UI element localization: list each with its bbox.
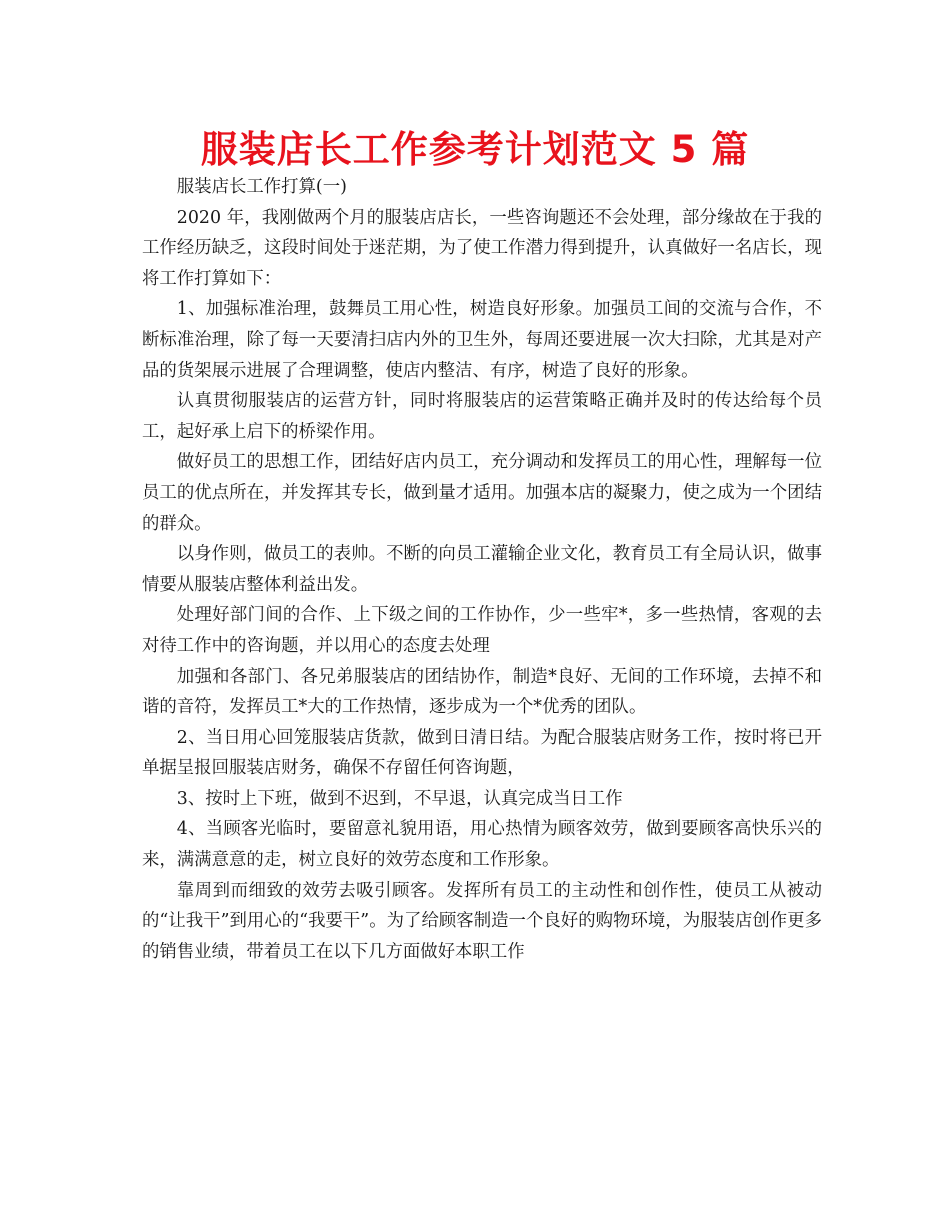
paragraph: 4、当顾客光临时，要留意礼貌用语，用心热情为顾客效劳，做到要顾客高快乐兴的来，满满意意的走，树立良好的效劳态度和工作形象。	[142, 819, 822, 871]
document-title: 服装店长工作参考计划范文 5 篇	[200, 128, 750, 171]
paragraph: 服装店长工作打算(一)	[176, 177, 347, 197]
paragraph: 2、当日用心回笼服装店货款，做到日清日结。为配合服装店财务工作，按时将已开单据呈报回服装店财务，确保不存留任何咨询题，	[142, 727, 822, 779]
paragraph: 1、加强标准治理，鼓舞员工用心性，树造良好形象。加强员工间的交流与合作，不断标准治理，除了每一天要清扫店内外的卫生外，每周还要进展一次大扫除，尤其是对产品的货架展示进展了合理调整，使店内整洁、有序，树造了良好的形象。	[142, 299, 822, 381]
paragraph: 2020 年，我刚做两个月的服装店店长，一些咨询题还不会处理，部分缘故在于我的工作经历缺乏，这段时间处于迷茫期，为了使工作潜力得到提升，认真做好一名店长，现将工作打算如下：	[142, 207, 822, 289]
paragraph: 以身作则，做员工的表帅。不断的向员工灌输企业文化，教育员工有全局认识，做事情要从服装店整体利益出发。	[142, 544, 822, 595]
document-body	[142, 172, 822, 967]
paragraph: 3、按时上下班，做到不迟到，不早退，认真完成当日工作	[176, 788, 623, 809]
paragraph: 处理好部门间的合作、上下级之间的工作协作，少一些牢*，多一些热情，客观的去对待工作中的咨询题，并以用心的态度去处理	[142, 605, 822, 656]
paragraph: 加强和各部门、各兄弟服装店的团结协作，制造*良好、无间的工作环境，去掉不和谐的音符，发挥员工*大的工作热情，逐步成为一个*优秀的团队。	[142, 666, 822, 718]
paragraph: 靠周到而细致的效劳去吸引顾客。发挥所有员工的主动性和创作性，使员工从被动的“让我干”到用心的“我要干”。为了给顾客制造一个良好的购物环境，为服装店创作更多的销售业绩，带着员工在以下几方面做好本职工作	[142, 880, 822, 962]
paragraph: 做好员工的思想工作，团结好店内员工，充分调动和发挥员工的用心性，理解每一位员工的优点所在，并发挥其专长，做到量才适用。加强本店的凝聚力，使之成为一个团结的群众。	[142, 452, 822, 534]
paragraph: 认真贯彻服装店的运营方针，同时将服装店的运营策略正确并及时的传达给每个员工，起好承上启下的桥梁作用。	[142, 391, 822, 442]
